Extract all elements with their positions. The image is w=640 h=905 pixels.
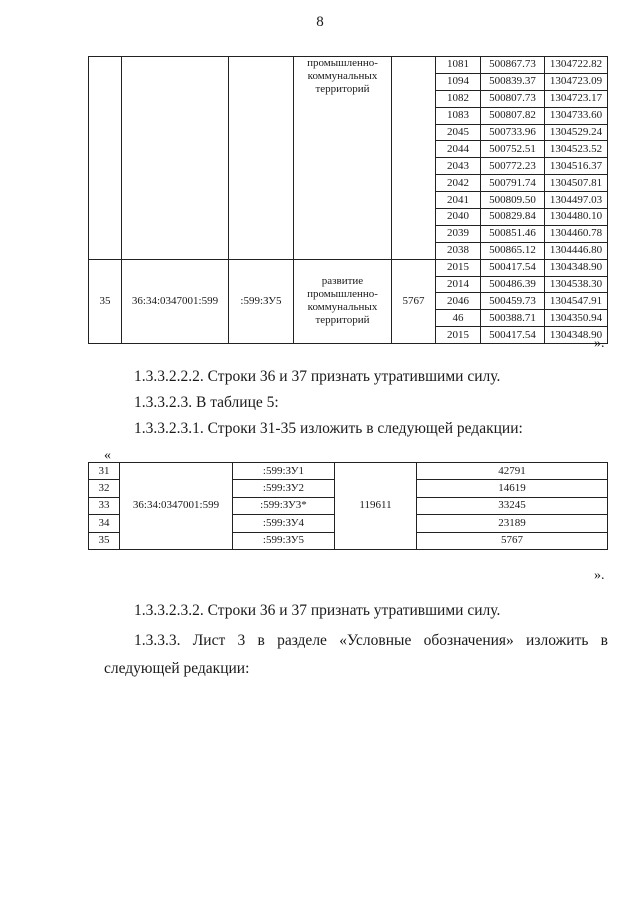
plots-table bbox=[88, 462, 608, 550]
point-cell: 2015 bbox=[436, 259, 481, 276]
x-cell: 500486.39 bbox=[481, 276, 545, 293]
x-cell: 500807.73 bbox=[481, 90, 545, 107]
point-cell: 2040 bbox=[436, 209, 481, 226]
paragraph: 1.3.3.2.3.1. Строки 31-35 изложить в следующей редакции: bbox=[134, 420, 523, 437]
point-cell: 2043 bbox=[436, 158, 481, 175]
y-cell: 1304547.91 bbox=[545, 293, 608, 310]
y-cell: 1304460.78 bbox=[545, 225, 608, 242]
point-cell: 2044 bbox=[436, 141, 481, 158]
plot-cell: :599:ЗУ2 bbox=[233, 480, 335, 497]
cadastral-cell: 36:34:0347001:599 bbox=[122, 259, 229, 343]
total-area-cell: 119611 bbox=[335, 463, 417, 550]
use-line: коммунальных bbox=[307, 70, 378, 82]
point-cell: 2015 bbox=[436, 327, 481, 344]
row-number-cell: 34 bbox=[89, 515, 120, 532]
row-number-cell: 32 bbox=[89, 480, 120, 497]
x-cell: 500851.46 bbox=[481, 225, 545, 242]
table-row bbox=[89, 57, 608, 74]
area-cell: 5767 bbox=[417, 532, 608, 549]
paragraph: 1.3.3.2.3.2. Строки 36 и 37 признать утратившими силу. bbox=[134, 602, 501, 619]
y-cell: 1304723.09 bbox=[545, 73, 608, 90]
area-cell bbox=[392, 57, 436, 260]
use-line: территорий bbox=[315, 314, 370, 327]
area-cell: 14619 bbox=[417, 480, 608, 497]
y-cell: 1304538.30 bbox=[545, 276, 608, 293]
cadastral-cell: 36:34:0347001:599 bbox=[120, 463, 233, 550]
plot-cell: :599:ЗУ1 bbox=[233, 463, 335, 480]
x-cell: 500867.73 bbox=[481, 57, 545, 74]
x-cell: 500388.71 bbox=[481, 310, 545, 327]
y-cell: 1304480.10 bbox=[545, 209, 608, 226]
row-number-cell: 31 bbox=[89, 463, 120, 480]
use-line: развитие bbox=[321, 275, 364, 288]
paragraph: 1.3.3.2.3. В таблице 5: bbox=[134, 394, 279, 411]
x-cell: 500807.82 bbox=[481, 107, 545, 124]
x-cell: 500791.74 bbox=[481, 175, 545, 192]
point-cell: 1083 bbox=[436, 107, 481, 124]
y-cell: 1304507.81 bbox=[545, 175, 608, 192]
plot-cell: :599:ЗУ5 bbox=[229, 259, 294, 343]
closing-quote: ». bbox=[594, 568, 605, 583]
point-cell: 2042 bbox=[436, 175, 481, 192]
x-cell: 500829.84 bbox=[481, 209, 545, 226]
y-cell: 1304446.80 bbox=[545, 242, 608, 259]
use-line: коммунальных bbox=[307, 301, 378, 314]
y-cell: 1304350.94 bbox=[545, 310, 608, 327]
point-cell: 1094 bbox=[436, 73, 481, 90]
point-cell: 2014 bbox=[436, 276, 481, 293]
closing-quote: ». bbox=[594, 336, 605, 351]
y-cell: 1304733.60 bbox=[545, 107, 608, 124]
y-cell: 1304722.82 bbox=[545, 57, 608, 74]
row-number-cell bbox=[89, 57, 122, 260]
y-cell: 1304523.52 bbox=[545, 141, 608, 158]
y-cell: 1304529.24 bbox=[545, 124, 608, 141]
cadastral-cell bbox=[122, 57, 229, 260]
x-cell: 500865.12 bbox=[481, 242, 545, 259]
area-cell: 23189 bbox=[417, 515, 608, 532]
use-line: промышленно- bbox=[307, 288, 378, 301]
point-cell: 46 bbox=[436, 310, 481, 327]
plot-cell: :599:ЗУ4 bbox=[233, 515, 335, 532]
y-cell: 1304723.17 bbox=[545, 90, 608, 107]
row-number-cell: 35 bbox=[89, 259, 122, 343]
x-cell: 500772.23 bbox=[481, 158, 545, 175]
point-cell: 2041 bbox=[436, 192, 481, 209]
point-cell: 2039 bbox=[436, 225, 481, 242]
x-cell: 500809.50 bbox=[481, 192, 545, 209]
plot-cell: :599:ЗУ5 bbox=[233, 532, 335, 549]
y-cell: 1304348.90 bbox=[545, 259, 608, 276]
area-cell: 5767 bbox=[392, 259, 436, 343]
paragraph: 1.3.3.2.2.2. Строки 36 и 37 признать утратившими силу. bbox=[134, 368, 501, 385]
x-cell: 500839.37 bbox=[481, 73, 545, 90]
x-cell: 500733.96 bbox=[481, 124, 545, 141]
area-cell: 42791 bbox=[417, 463, 608, 480]
use-cell bbox=[294, 259, 392, 343]
point-cell: 1081 bbox=[436, 57, 481, 74]
point-cell: 2046 bbox=[436, 293, 481, 310]
x-cell: 500417.54 bbox=[481, 259, 545, 276]
point-cell: 1082 bbox=[436, 90, 481, 107]
use-line: территорий bbox=[315, 83, 370, 95]
x-cell: 500752.51 bbox=[481, 141, 545, 158]
point-cell: 2038 bbox=[436, 242, 481, 259]
x-cell: 500417.54 bbox=[481, 327, 545, 344]
table-row bbox=[89, 259, 608, 276]
coordinates-table bbox=[88, 56, 608, 344]
y-cell: 1304497.03 bbox=[545, 192, 608, 209]
table-row bbox=[89, 463, 608, 480]
page-number: 8 bbox=[316, 14, 324, 30]
plot-cell: :599:ЗУ3* bbox=[233, 497, 335, 514]
opening-quote: « bbox=[104, 448, 111, 463]
point-cell: 2045 bbox=[436, 124, 481, 141]
row-number-cell: 35 bbox=[89, 532, 120, 549]
paragraph: следующей редакции: bbox=[104, 660, 250, 677]
paragraph: 1.3.3.3. Лист 3 в разделе «Условные обозначения» изложить в bbox=[134, 632, 608, 649]
use-line: промышленно- bbox=[307, 57, 378, 69]
use-cell bbox=[294, 57, 392, 260]
row-number-cell: 33 bbox=[89, 497, 120, 514]
area-cell: 33245 bbox=[417, 497, 608, 514]
x-cell: 500459.73 bbox=[481, 293, 545, 310]
plot-cell bbox=[229, 57, 294, 260]
y-cell: 1304516.37 bbox=[545, 158, 608, 175]
y-cell: 1304348.90 bbox=[545, 327, 608, 344]
